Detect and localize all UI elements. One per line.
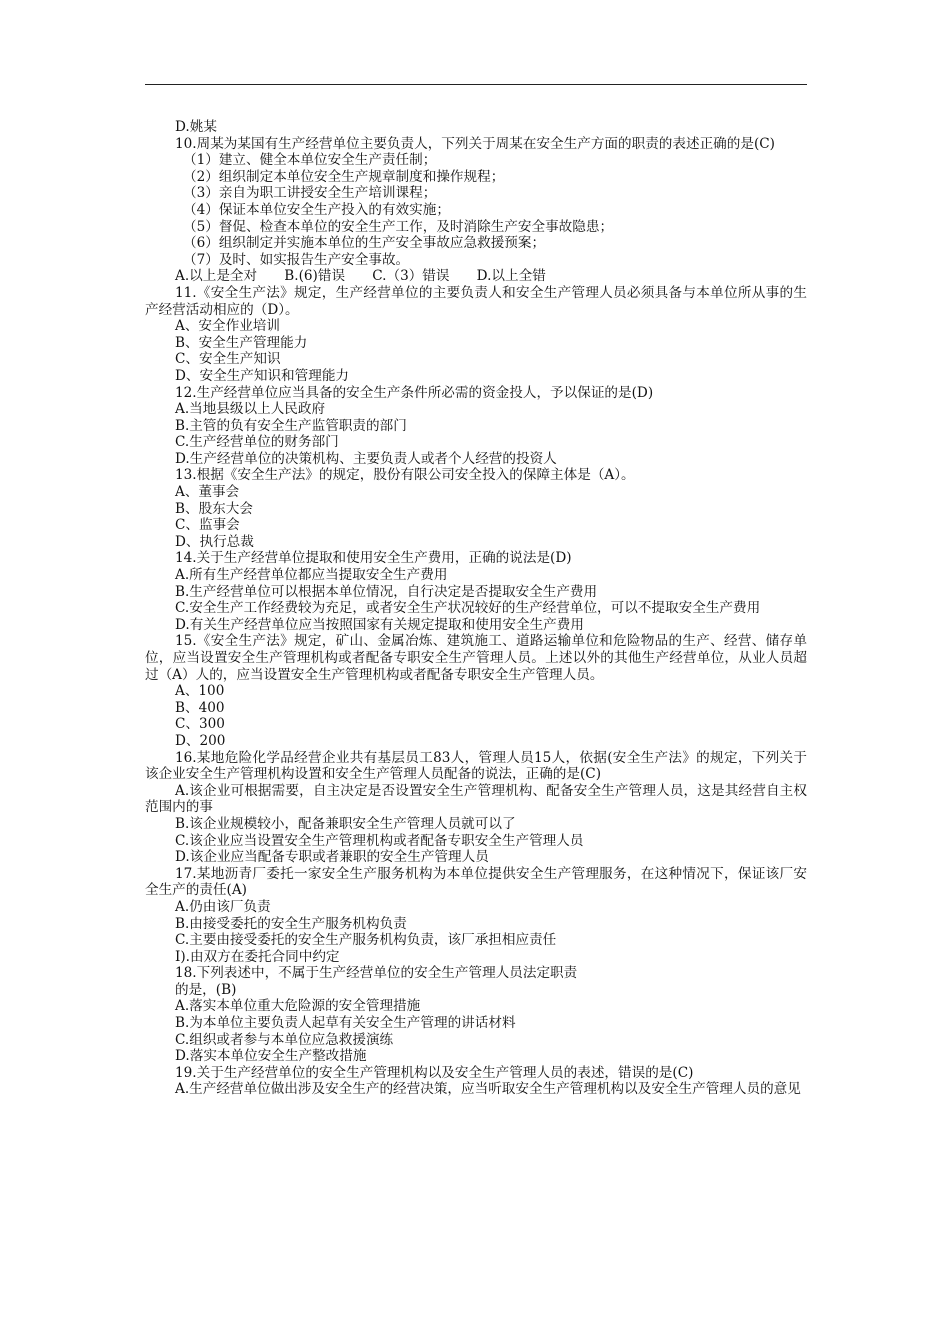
- paragraph: B.该企业规模较小，配备兼职安全生产管理人员就可以了: [175, 815, 516, 832]
- paragraph: I).由双方在委托合同中约定: [175, 948, 340, 965]
- paragraph: D.姚某: [175, 119, 217, 135]
- paragraph: 10.周某为某国有生产经营单位主要负责人，下列关于周某在安全生产方面的职责的表述正确的是(C): [175, 135, 775, 152]
- paragraph: B、400: [175, 699, 225, 716]
- paragraph: 的是，(B): [175, 981, 237, 998]
- paragraph: B、股东大会: [175, 500, 253, 517]
- paragraph: B、安全生产管理能力: [175, 334, 308, 351]
- paragraph: D、200: [175, 732, 226, 749]
- paragraph: C、安全生产知识: [175, 351, 281, 368]
- header-rule: [145, 84, 807, 85]
- paragraph: 17.某地沥青厂委托一家安全生产服务机构为本单位提供安全生产管理服务，在这种情况下，保证该厂安全生产的责任(A): [145, 865, 807, 899]
- paragraph: 13.根据《安全生产法》的规定，股份有限公司安全投入的保障主体是（A）。: [175, 467, 635, 484]
- paragraph: A、董事会: [175, 484, 240, 501]
- paragraph: D、安全生产知识和管理能力: [175, 367, 350, 384]
- paragraph: C.组织或者参与本单位应急救援演练: [175, 1031, 394, 1048]
- paragraph: A.落实本单位重大危险源的安全管理措施: [175, 998, 421, 1015]
- paragraph: 18.下列表述中，不属于生产经营单位的安全生产管理人员法定职责: [175, 965, 578, 982]
- paragraph: 16.某地危险化学品经营企业共有基层员工83人，管理人员15人，依据(安全生产法》的规定，下列关于该企业安全生产管理机构设置和安全生产管理人员配备的说法，正确的是(C): [145, 749, 807, 783]
- paragraph: D.该企业应当配备专职或者兼职的安全生产管理人员: [175, 849, 489, 866]
- paragraph: 15.《安全生产法》规定，矿山、金属冶炼、建筑施工、道路运输单位和危险物品的生产、经营、储存单位，应当设置安全生产管理机构或者配备专职安全生产管理人员。上述以外的其他生产经营单位，从业人员超过（A）人的，应当设置安全生产管理机构或者配备专职安全生产管理人员。: [145, 633, 807, 683]
- paragraph: A.仍由该厂负责: [175, 898, 271, 915]
- paragraph: C、300: [175, 716, 225, 733]
- paragraph: D.落实本单位安全生产整改措施: [175, 1048, 367, 1065]
- paragraph: A、安全作业培训: [175, 318, 280, 335]
- paragraph: A、100: [175, 683, 225, 700]
- paragraph: A.生产经营单位做出涉及安全生产的经营决策，应当听取安全生产管理机构以及安全生产管理人员的意见: [175, 1081, 801, 1098]
- paragraph: A.该企业可根据需要，自主决定是否设置安全生产管理机构、配备安全生产管理人员，这是其经营自主权范围内的事: [145, 782, 807, 816]
- paragraph: D.生产经营单位的决策机构、主要负责人或者个人经营的投资人: [175, 450, 557, 467]
- paragraph: 12.生产经营单位应当具备的安全生产条件所必需的资金投人，予以保证的是(D): [175, 384, 654, 401]
- document-body: [145, 119, 807, 1098]
- paragraph: B.为本单位主要负责人起草有关安全生产管理的讲话材料: [175, 1015, 516, 1032]
- paragraph: A.所有生产经营单位都应当提取安全生产费用: [175, 567, 448, 584]
- paragraph: 14.关于生产经营单位提取和使用安全生产费用，正确的说法是(D): [175, 550, 572, 567]
- sub-item: （1）建立、健全本单位安全生产责任制；: [183, 152, 437, 169]
- paragraph: A.当地县级以上人民政府: [175, 401, 326, 418]
- sub-item: （6）组织制定并实施本单位的生产安全事故应急救援预案；: [183, 235, 546, 252]
- paragraph: D、执行总裁: [175, 533, 254, 550]
- paragraph: D.有关生产经营单位应当按照国家有关规定提取和使用安全生产费用: [175, 616, 584, 633]
- paragraph: 19.关于生产经营单位的安全生产管理机构以及安全生产管理人员的表述，错误的是(C): [175, 1064, 694, 1081]
- paragraph: C.安全生产工作经费较为充足，或者安全生产状况较好的生产经营单位，可以不提取安全生产费用: [175, 600, 761, 617]
- sub-item: （4）保证本单位安全生产投入的有效实施；: [183, 201, 450, 218]
- paragraph: C.该企业应当设置安全生产管理机构或者配备专职安全生产管理人员: [175, 832, 584, 849]
- sub-item: （2）组织制定本单位安全生产规章制度和操作规程；: [183, 168, 505, 185]
- paragraph: C、监事会: [175, 517, 240, 534]
- paragraph: B.生产经营单位可以根据本单位情况，自行决定是否提取安全生产费用: [175, 583, 598, 600]
- sub-item: （3）亲自为职工讲授安全生产培训课程；: [183, 185, 437, 202]
- paragraph: A.以上是全对 B.(6)错误 C.（3）错误 D.以上全错: [175, 268, 546, 285]
- paragraph: C.主要由接受委托的安全生产服务机构负责，该厂承担相应责任: [175, 932, 557, 949]
- paragraph: B.由接受委托的安全生产服务机构负责: [175, 915, 407, 932]
- sub-item: （7）及时、如实报告生产安全事故。: [183, 251, 410, 268]
- paragraph: B.主管的负有安全生产监管职责的部门: [175, 417, 407, 434]
- paragraph: C.生产经营单位的财务部门: [175, 434, 339, 451]
- sub-item: （5）督促、检查本单位的安全生产工作，及时消除生产安全事故隐患；: [183, 218, 614, 235]
- paragraph: 11.《安全生产法》规定，生产经营单位的主要负责人和安全生产管理人员必须具备与本单位所从事的生产经营活动相应的（D）。: [145, 284, 807, 318]
